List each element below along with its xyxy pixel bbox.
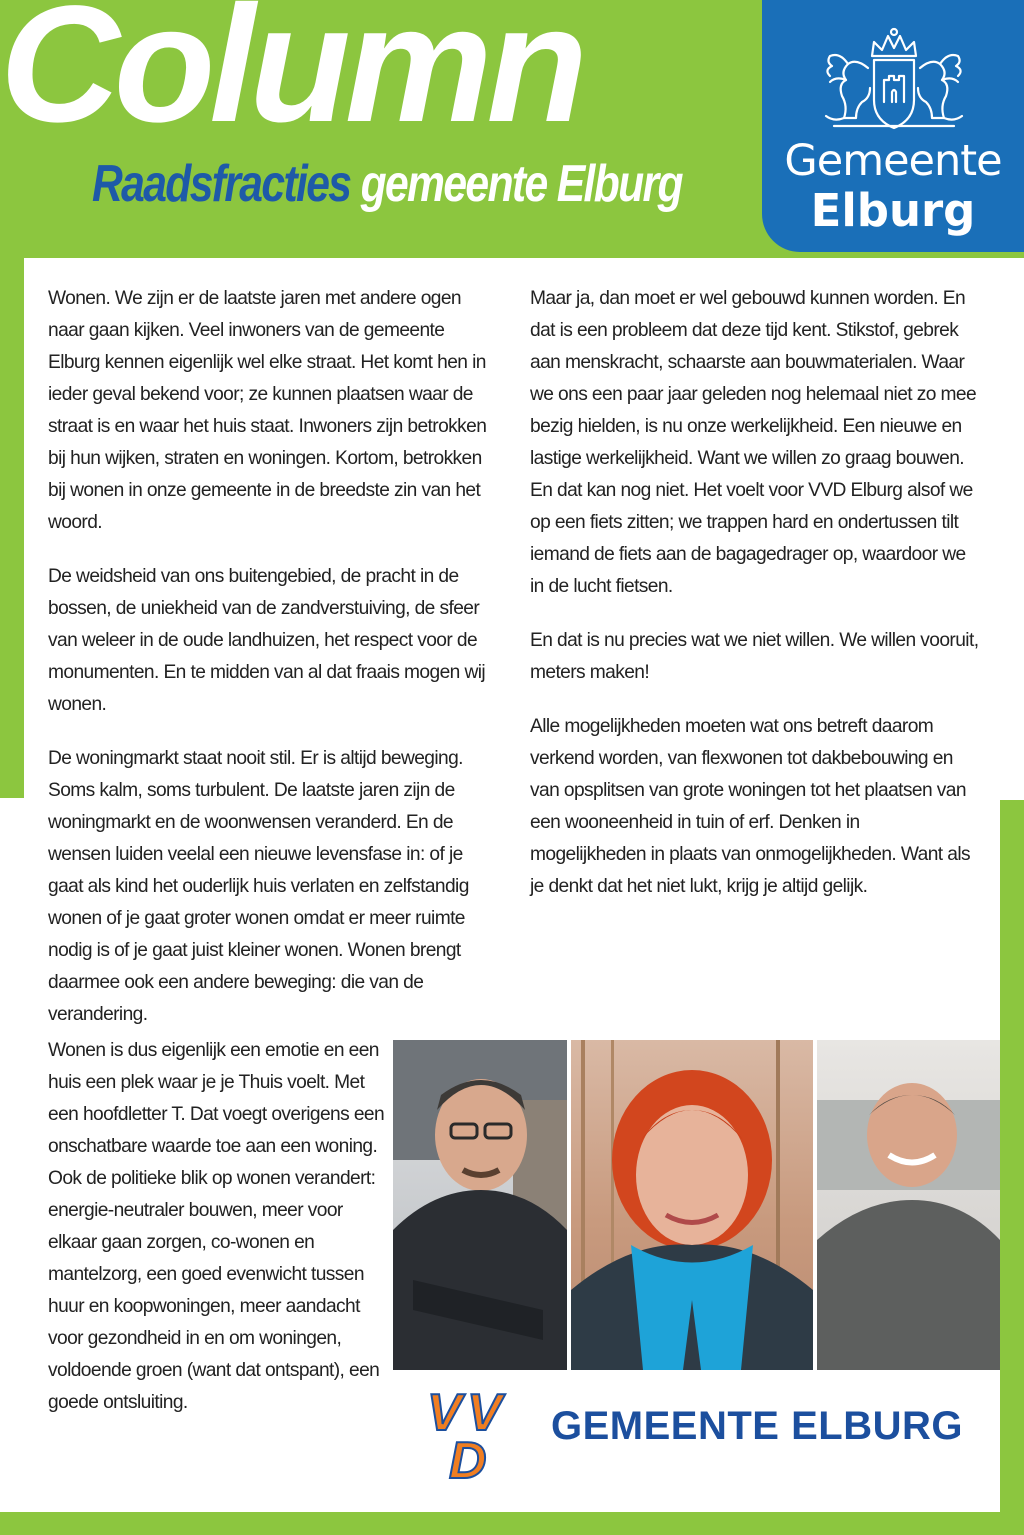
right-accent-strip bbox=[1000, 800, 1024, 1535]
subtitle-part2: gemeente Elburg bbox=[360, 155, 682, 213]
portrait-photo-woman-scarf bbox=[571, 1040, 813, 1370]
party-banner bbox=[393, 1372, 1000, 1512]
svg-text:V: V bbox=[467, 1384, 502, 1442]
paragraph: Alle mogelijkheden moeten wat ons betreft daarom verkend worden, van flexwonen tot dakbebouwing en van opsplitsen van grote woningen tot het plaatsen van een wooneenheid in tuin of erf. Denken in mogelijkheden in plaats van onmogelijkheden. Want als je denkt dat het niet lukt, krijg je altijd gelijk. bbox=[530, 716, 970, 897]
bottom-accent-strip bbox=[0, 1512, 1024, 1535]
photo-collage bbox=[393, 1040, 1000, 1370]
logo-line1: Gemeente bbox=[784, 136, 1002, 186]
page-subtitle bbox=[92, 155, 682, 213]
vvd-logo-icon bbox=[423, 1382, 518, 1482]
article-column-right bbox=[530, 283, 980, 925]
paragraph: De woningmarkt staat nooit stil. Er is altijd beweging. Soms kalm, soms turbulent. De laatste jaren zijn de woningmarkt en de woonwensen veranderd. En de wensen luiden veelal een nieuwe levensfase in: of je gaat als kind het ouderlijk huis verlaten en zelfstandig wonen of je gaat groter wonen omdat er meer ruimte nodig is of je gaat juist kleiner wonen. Wonen brengt daarmee ook een andere beweging: die van de verandering. bbox=[48, 748, 469, 1025]
municipality-logo bbox=[762, 0, 1024, 252]
paragraph: De weidsheid van ons buitengebied, de pracht in de bossen, de uniekheid van de zandverstuiving, de sfeer van weleer in de oude landhuizen, het respect voor de monumenten. En te midden van al dat fraais mogen wij wonen. bbox=[48, 566, 486, 715]
page-title: Column bbox=[0, 0, 582, 157]
portrait-photo-man-glasses bbox=[393, 1040, 567, 1370]
subtitle-part1: Raadsfracties bbox=[92, 155, 351, 213]
paragraph: En dat is nu precies wat we niet willen. We willen vooruit, meters maken! bbox=[530, 630, 979, 683]
svg-text:V: V bbox=[427, 1384, 462, 1442]
paragraph: Wonen is dus eigenlijk een emotie en een huis een plek waar je je Thuis voelt. Met een hoofdletter T. Dat voegt overigens een onschatbare waarde toe aan een woning. Ook de politieke blik op wonen verandert: energie-neutraler bouwen, meer voor elkaar gaan zorgen, co-wonen en mantelzorg, een goed evenwicht tussen huur en koopwoningen, meer aandacht voor gezondheid in en om woningen, voldoende groen (want dat ontspant), een goede ontsluiting. bbox=[48, 1040, 385, 1413]
portrait-photo-man-smiling bbox=[817, 1040, 1000, 1370]
svg-text:D: D bbox=[449, 1432, 487, 1482]
left-accent-strip bbox=[0, 258, 24, 798]
coat-of-arms-icon bbox=[804, 22, 984, 132]
logo-line2: Elburg bbox=[810, 184, 976, 237]
paragraph: Maar ja, dan moet er wel gebouwd kunnen worden. En dat is een probleem dat deze tijd kent. Stikstof, gebrek aan menskracht, schaarste aan bouwmaterialen. Waar we ons een paar jaar geleden nog helemaal niet zo mee bezig hielden, is nu onze werkelijkheid. Een nieuwe en lastige werkelijkheid. Want we willen zo graag bouwen. En dat kan nog niet. Het voelt voor VVD Elburg alsof we op een fiets zitten; we trappen hard en ondertussen tilt iemand de fiets aan de bagagedrager op, waardoor we in de lucht fietsen. bbox=[530, 288, 977, 597]
banner-title: GEMEENTE ELBURG bbox=[551, 1404, 963, 1448]
article-column-left-bottom bbox=[48, 1035, 388, 1441]
paragraph: Wonen. We zijn er de laatste jaren met andere ogen naar gaan kijken. Veel inwoners van de gemeente Elburg kennen eigenlijk wel elke straat. Het komt hen in ieder geval bekend voor; ze kunnen plaatsen waar de straat is en waar het huis staat. Inwoners zijn betrokken bij hun wijken, straten en woningen. Kortom, betrokken bij wonen in onze gemeente in de breedste zin van het woord. bbox=[48, 288, 487, 533]
article-column-left bbox=[48, 283, 498, 1053]
